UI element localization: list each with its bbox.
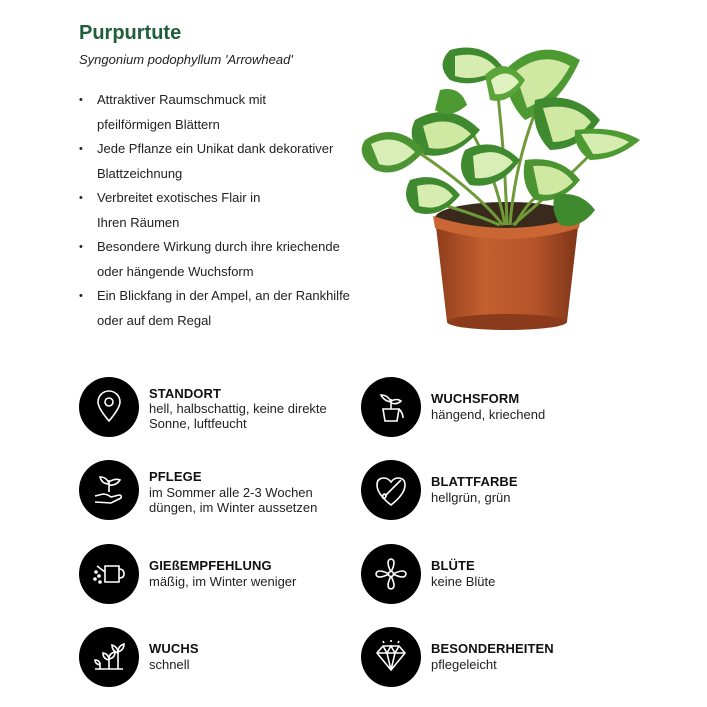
bullet-text: Ihren Räumen [97, 214, 180, 230]
bullet-text: Ein Blickfang in der Ampel, an der Rankhilfe [97, 288, 350, 303]
feature-value-line: hängend, kriechend [431, 407, 546, 422]
feature-value [431, 574, 631, 589]
bullet-item [79, 88, 369, 137]
product-title: Purpurtute [79, 22, 182, 44]
feature-value [149, 657, 349, 672]
bullet-item [79, 186, 369, 235]
bullet-item [79, 235, 369, 284]
bullet-text: oder auf dem Regal [97, 312, 212, 328]
watering-can-icon [79, 544, 139, 604]
feature-value-line: hellgrün, grün [431, 490, 511, 505]
location-pin-icon [79, 377, 139, 437]
feature-label: BLÜTE [431, 558, 475, 573]
bullet-text: Blattzeichnung [97, 165, 183, 181]
feature-value-line: hell, halbschattig, keine direkte [149, 401, 327, 416]
botanical-name: Syngonium podophyllum 'Arrowhead' [79, 52, 293, 67]
feature-label: BESONDERHEITEN [431, 641, 554, 656]
bullet-text: Besondere Wirkung durch ihre kriechende [97, 239, 340, 254]
bullet-text: oder hängende Wuchsform [97, 263, 254, 279]
seedlings-icon [79, 627, 139, 687]
diamond-icon [361, 627, 421, 687]
feature-value [431, 490, 631, 505]
feature-value-line: keine Blüte [431, 574, 496, 589]
feature-value-line: pflegeleicht [431, 657, 497, 672]
feature-value [431, 657, 631, 672]
feature-label: GIEßEMPFEHLUNG [149, 558, 272, 573]
hand-sprout-icon [79, 460, 139, 520]
plant-photo [355, 30, 645, 350]
feature-label: BLATTFARBE [431, 474, 518, 489]
feature-bullet-list [79, 88, 369, 333]
potted-plant-icon [361, 377, 421, 437]
feature-value [149, 401, 349, 431]
bullet-text: Verbreitet exotisches Flair in [97, 190, 261, 205]
bullet-item [79, 137, 369, 186]
feature-value-line: im Sommer alle 2-3 Wochen [149, 485, 313, 500]
feature-value [149, 485, 349, 515]
flower-icon [361, 544, 421, 604]
bullet-item [79, 284, 369, 333]
feature-value [431, 407, 631, 422]
feature-label: STANDORT [149, 386, 222, 401]
feature-label: WUCHSFORM [431, 391, 520, 406]
feature-value-line: Sonne, luftfeucht [149, 416, 247, 431]
feature-value-line: schnell [149, 657, 190, 672]
bullet-text: pfeilförmigen Blättern [97, 116, 220, 132]
feature-label: PFLEGE [149, 469, 202, 484]
feature-label: WUCHS [149, 641, 199, 656]
feature-value-line: mäßig, im Winter weniger [149, 574, 297, 589]
feature-value-line: düngen, im Winter aussetzen [149, 500, 318, 515]
leaf-brush-icon [361, 460, 421, 520]
bullet-text: Attraktiver Raumschmuck mit [97, 92, 267, 107]
bullet-text: Jede Pflanze ein Unikat dank dekorativer [97, 141, 334, 156]
feature-value [149, 574, 349, 589]
